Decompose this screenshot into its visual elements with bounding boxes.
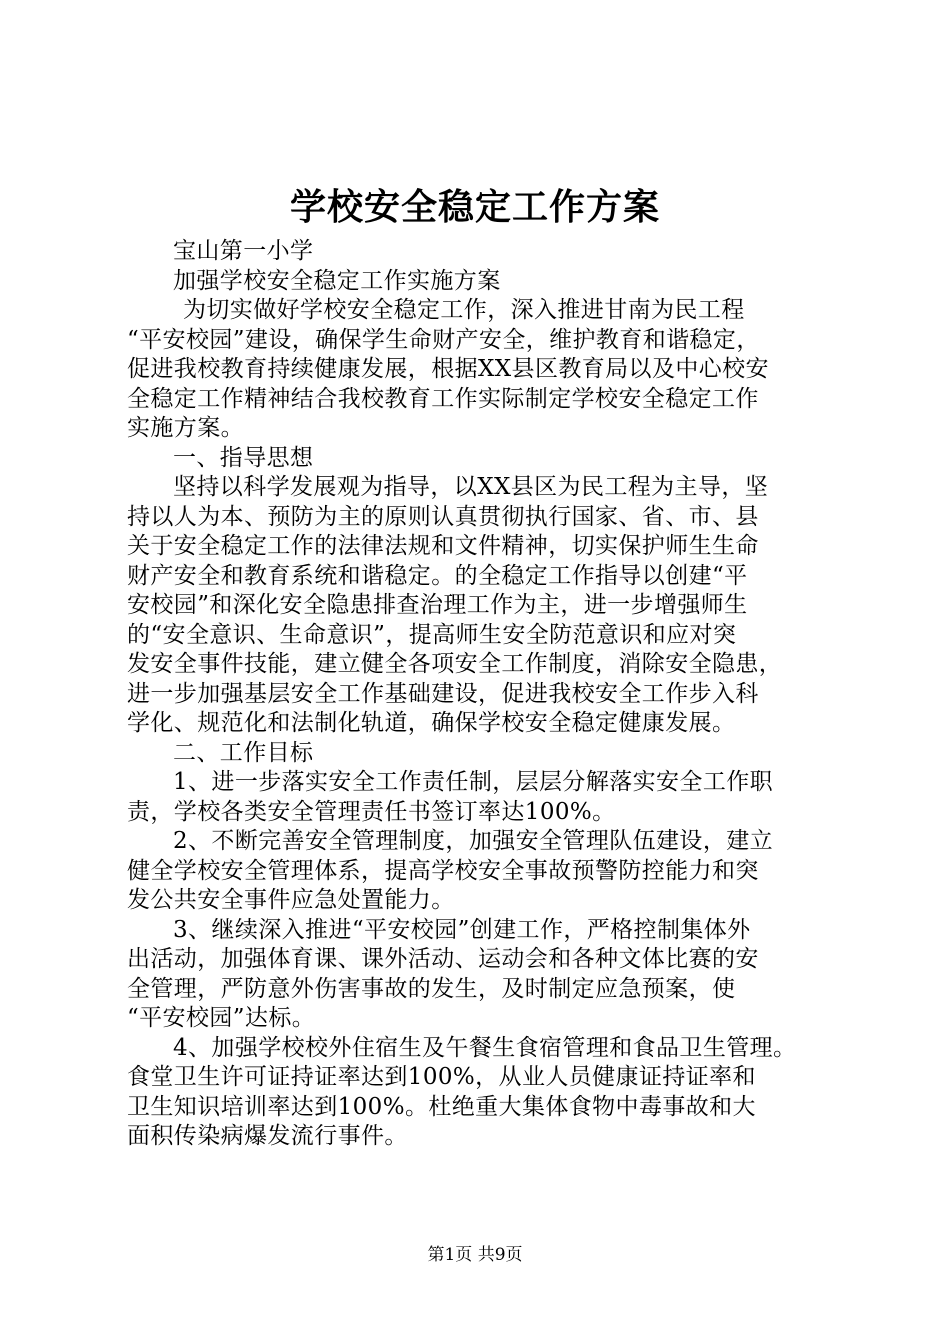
- paragraph-line: 为切实做好学校安全稳定工作，深入推进甘南为民工程: [183, 297, 745, 323]
- document-body: [127, 237, 839, 1152]
- document-title: 学校安全稳定工作方案: [289, 187, 660, 228]
- paragraph-line: 食堂卫生许可证持证率达到100%，从业人员健康证持证率和: [127, 1064, 756, 1090]
- paragraph-line: 进一步加强基层安全工作基础建设，促进我校安全工作步入科: [127, 680, 759, 707]
- paragraph-line: 坚持以科学发展观为指导，以XX县区为民工程为主导，坚: [173, 474, 769, 500]
- paragraph-line: 责，学校各类安全管理责任书签订率达100%。: [127, 798, 616, 825]
- paragraph-line: 4、加强学校校外住宿生及午餐生食宿管理和食品卫生管理。: [173, 1034, 797, 1061]
- paragraph-line: 发公共安全事件应急处置能力。: [127, 887, 455, 913]
- paragraph-line: “平安校园”建设，确保学生命财产安全，维护教育和谐稳定，: [127, 326, 760, 353]
- paragraph-line: 面积传染病爆发流行事件。: [127, 1123, 408, 1149]
- paragraph-line: 发安全事件技能，建立健全各项安全工作制度，消除安全隐患，: [127, 651, 783, 677]
- paragraph-line: 2、不断完善安全管理制度，加强安全管理队伍建设，建立: [173, 828, 774, 854]
- paragraph-line: 全管理，严防意外伤害事故的发生，及时制定应急预案，使: [127, 975, 736, 1002]
- section-heading: 一、指导思想: [173, 444, 314, 471]
- paragraph-line: 1、进一步落实安全工作责任制，层层分解落实安全工作职: [173, 769, 774, 795]
- paragraph-line: 持以人为本、预防为主的原则认真贯彻执行国家、省、市、县: [127, 503, 759, 530]
- subtitle-line: 加强学校安全稳定工作实施方案: [173, 267, 501, 294]
- paragraph-line: 全稳定工作精神结合我校教育工作实际制定学校安全稳定工作: [127, 385, 759, 412]
- paragraph-line: 卫生知识培训率达到100%。杜绝重大集体食物中毒事故和大: [127, 1093, 756, 1120]
- paragraph-line: 关于安全稳定工作的法律法规和文件精神，切实保护师生生命: [127, 533, 759, 559]
- paragraph-line: 的“安全意识、生命意识”，提高师生安全防范意识和应对突: [127, 621, 737, 648]
- page-number-footer: 第1页 共9页: [427, 1245, 523, 1265]
- paragraph-line: “平安校园”达标。: [127, 1005, 316, 1031]
- paragraph-line: 财产安全和教育系统和谐稳定。的全稳定工作指导以创建“平: [127, 562, 748, 589]
- paragraph-line: 促进我校教育持续健康发展，根据XX县区教育局以及中心校安: [127, 356, 769, 382]
- paragraph-line: 健全学校安全管理体系，提高学校安全事故预警防控能力和突: [127, 857, 759, 884]
- paragraph-line: 实施方案。: [127, 415, 244, 441]
- paragraph-line: 安校园”和深化安全隐患排查治理工作为主，进一步增强师生: [127, 592, 748, 618]
- paragraph-line: 学化、规范化和法制化轨道，确保学校安全稳定健康发展。: [127, 710, 736, 736]
- paragraph-line: 出活动，加强体育课、课外活动、运动会和各种文体比赛的安: [127, 946, 759, 972]
- section-heading: 二、工作目标: [173, 739, 314, 766]
- school-name-line: 宝山第一小学: [173, 238, 314, 264]
- paragraph-line: 3、继续深入推进“平安校园”创建工作，严格控制集体外: [173, 916, 751, 943]
